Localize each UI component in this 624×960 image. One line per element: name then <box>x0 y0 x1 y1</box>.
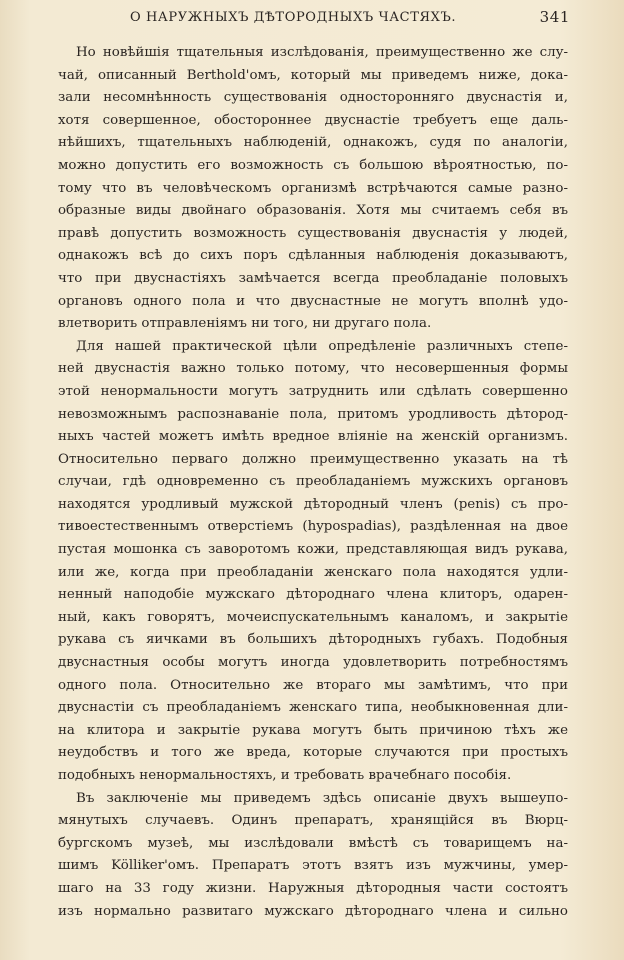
text-line: Въ заключеніе мы приведемъ здѣсь описаніе двухъ вышеупо- <box>76 790 568 806</box>
text-line: двуснастіи съ преобладаніемъ женскаго типа, необыкновенная дли- <box>58 700 568 716</box>
paragraph-2 <box>58 336 568 788</box>
page-number: 341 <box>539 8 570 26</box>
text-line: ненный наподобіе мужскаго дѣтороднаго члена клиторъ, одарен- <box>58 587 568 603</box>
text-line: шимъ Kölliker'омъ. Препаратъ этотъ взятъ изъ мужчины, умер- <box>58 858 568 874</box>
text-line: тому что въ человѣческомъ организмѣ встрѣчаются самые разно- <box>58 180 568 196</box>
running-header <box>130 8 570 28</box>
text-line: Для нашей практической цѣли опредѣленіе различныхъ степе- <box>76 338 568 354</box>
text-line: двуснастныя особы могутъ иногда удовлетворить потребностямъ <box>58 655 568 671</box>
text-line: чай, описанный Berthold'омъ, который мы приведемъ ниже, дока- <box>58 67 568 83</box>
text-line: тивоестественнымъ отверстіемъ (hypospadias), раздѣленная на двое <box>58 519 568 535</box>
text-line: зали несомнѣнность существованія односторонняго двуснастія и, <box>58 90 568 106</box>
text-line: органовъ одного пола и что двуснастные не могутъ вполнѣ удо- <box>58 293 568 309</box>
text-line: рукава съ яичками въ большихъ дѣтородныхъ губахъ. Подобныя <box>58 632 568 648</box>
text-line: хотя совершенное, обостороннее двуснастіе требуетъ еще даль- <box>58 112 568 128</box>
text-line: бургскомъ музеѣ, мы изслѣдовали вмѣстѣ съ товарищемъ на- <box>58 835 568 851</box>
text-line: ный, какъ говорятъ, мочеиспускательнымъ каналомъ, и закрытіе <box>58 609 568 625</box>
text-line: ныхъ частей можетъ имѣть вредное вліяніе на женскій организмъ. <box>58 429 568 445</box>
text-line: пустая мошонка съ заворотомъ кожи, представляющая видъ рукава, <box>58 542 568 558</box>
text-line: на клитора и закрытіе рукава могутъ быть причиною тѣхъ же <box>58 722 568 738</box>
text-line: или же, когда при преобладаніи женскаго пола находятся удли- <box>58 564 568 580</box>
text-line: влетворить отправленіямъ ни того, ни другаго пола. <box>58 316 432 332</box>
text-line: Относительно перваго должно преимущественно указать на тѣ <box>58 451 568 467</box>
text-line: случаи, гдѣ одновременно съ преобладаніемъ мужскихъ органовъ <box>58 474 568 490</box>
text-line: находятся уродливый мужской дѣтородный членъ (penis) съ про- <box>58 496 568 512</box>
text-line: нѣйшихъ, тщательныхъ наблюденій, однакожъ, судя по аналогіи, <box>58 135 568 151</box>
text-line: правѣ допустить возможность существованія двуснастія у людей, <box>58 225 568 241</box>
text-line: изъ нормально развитаго мужскаго дѣтороднаго члена и сильно <box>58 903 568 919</box>
text-line: этой ненормальности могутъ затруднить или сдѣлать совершенно <box>58 383 568 399</box>
text-line: однакожъ всѣ до сихъ поръ сдѣланныя наблюденія доказываютъ, <box>58 248 568 264</box>
text-line: образные виды двойнаго образованія. Хотя мы считаемъ себя въ <box>58 203 568 219</box>
text-line: можно допустить его возможность съ большою вѣроятностью, по- <box>58 157 568 173</box>
text-line: шаго на 33 году жизни. Наружныя дѣтородныя части состоятъ <box>58 880 568 896</box>
running-title: О НАРУЖНЫХЪ ДѢТОРОДНЫХЪ ЧАСТЯХЪ. <box>130 10 457 25</box>
text-line: мянутыхъ случаевъ. Одинъ препаратъ, хранящійся въ Вюрц- <box>58 813 568 829</box>
paragraph-1 <box>58 42 568 336</box>
body-text <box>58 42 568 923</box>
paragraph-3 <box>58 788 568 924</box>
text-line: неудобствъ и того же вреда, которые случаются при простыхъ <box>58 745 568 761</box>
text-line: что при двуснастіяхъ замѣчается всегда преобладаніе половыхъ <box>58 270 568 286</box>
text-line: одного пола. Относительно же втораго мы замѣтимъ, что при <box>58 677 568 693</box>
text-line: подобныхъ ненормальностяхъ, и требовать врачебнаго пособія. <box>58 768 512 783</box>
text-line: невозможнымъ распознаваніе пола, притомъ уродливость дѣтород- <box>58 406 568 422</box>
text-line: ней двуснастія важно только потому, что несовершенныя формы <box>58 361 568 377</box>
text-line: Но новѣйшія тщательныя изслѣдованія, преимущественно же слу- <box>76 45 568 60</box>
